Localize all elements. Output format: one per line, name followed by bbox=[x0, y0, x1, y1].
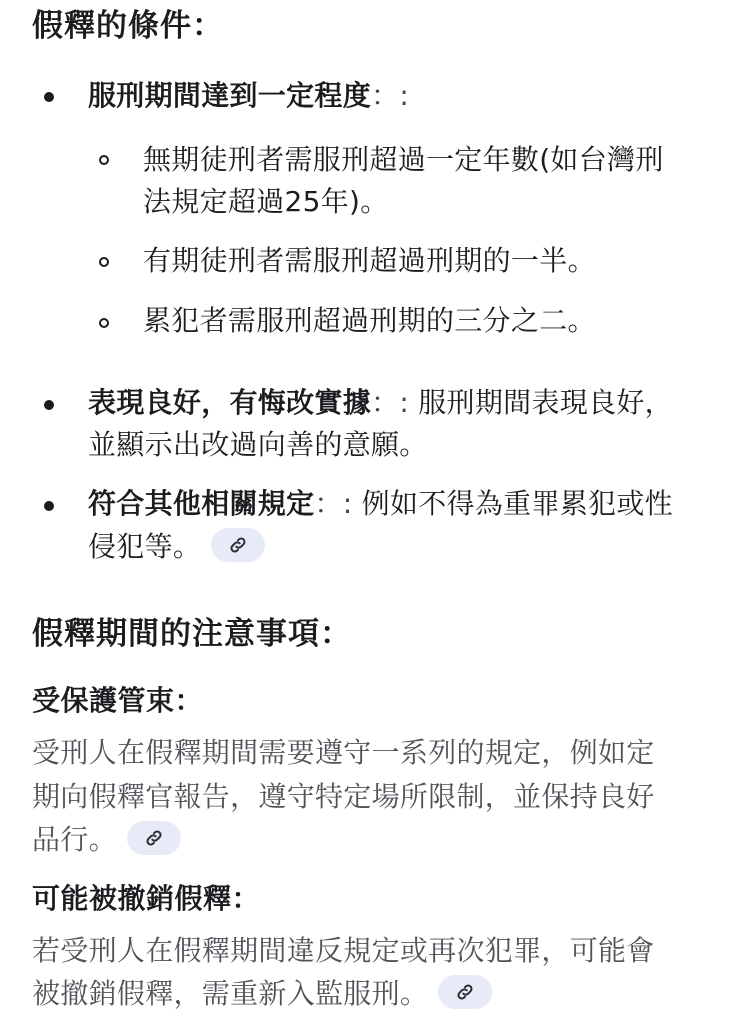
source-link-chip[interactable] bbox=[127, 821, 181, 855]
subheading-revocation: 可能被撤銷假釋： bbox=[32, 882, 261, 915]
bullet-title: 表現良好，有悔改實據 bbox=[88, 386, 372, 419]
bullet-item-time-served bbox=[88, 74, 409, 118]
sub-bullet-circle bbox=[99, 155, 109, 165]
link-icon bbox=[455, 982, 475, 1002]
bullet-dot bbox=[44, 92, 54, 102]
section-heading-conditions: 假釋的條件： bbox=[32, 8, 224, 44]
bullet-separator: ：: bbox=[371, 79, 410, 112]
source-link-chip[interactable] bbox=[211, 528, 265, 562]
paragraph-revocation-line1: 若受刑人在假釋期間違反規定或再次犯罪，可能會 bbox=[32, 934, 655, 967]
subheading-protective-supervision: 受保護管束： bbox=[32, 684, 204, 717]
bullet-title: 符合其他相關規定 bbox=[88, 487, 315, 520]
bullet-item-good-behavior-line1 bbox=[88, 381, 673, 425]
paragraph-supervision-line3 bbox=[32, 818, 181, 862]
bullet-item-other-rules-line1 bbox=[88, 482, 673, 526]
bullet-dot bbox=[44, 501, 54, 511]
paragraph-supervision-line1: 受刑人在假釋期間需要遵守一系列的規定，例如定 bbox=[32, 736, 655, 769]
paragraph-text: 品行。 bbox=[32, 823, 117, 856]
link-icon bbox=[228, 535, 248, 555]
paragraph-text: 被撤銷假釋，需重新入監服刑。 bbox=[32, 977, 429, 1010]
source-link-chip[interactable] bbox=[438, 975, 492, 1009]
sub-bullet-circle bbox=[99, 257, 109, 267]
sub-item-life-sentence-line1: 無期徒刑者需服刑超過一定年數(如台灣刑 bbox=[143, 143, 664, 176]
bullet-item-good-behavior-line2: 並顯示出改過向善的意願。 bbox=[88, 428, 428, 461]
bullet-title: 服刑期間達到一定程度 bbox=[88, 79, 372, 112]
sub-item-life-sentence-line2: 法規定超過25年)。 bbox=[143, 185, 389, 218]
section-heading-notes: 假釋期間的注意事項： bbox=[32, 616, 352, 652]
paragraph-supervision-line2: 期向假釋官報告，遵守特定場所限制，並保持良好 bbox=[32, 780, 655, 813]
bullet-separator: ：: bbox=[371, 386, 419, 419]
bullet-item-other-rules-line2 bbox=[88, 525, 265, 569]
link-icon bbox=[144, 828, 164, 848]
sub-item-fixed-term: 有期徒刑者需服刑超過刑期的一半。 bbox=[143, 244, 596, 277]
bullet-text: 例如不得為重罪累犯或性 bbox=[361, 487, 673, 520]
bullet-text: 服刑期間表現良好， bbox=[418, 386, 673, 419]
sub-bullet-circle bbox=[99, 318, 109, 328]
bullet-separator: ：: bbox=[314, 487, 362, 520]
bullet-text: 侵犯等。 bbox=[88, 530, 202, 563]
bullet-dot bbox=[44, 400, 54, 410]
paragraph-revocation-line2 bbox=[32, 972, 492, 1016]
sub-item-recidivist: 累犯者需服刑超過刑期的三分之二。 bbox=[143, 304, 596, 337]
